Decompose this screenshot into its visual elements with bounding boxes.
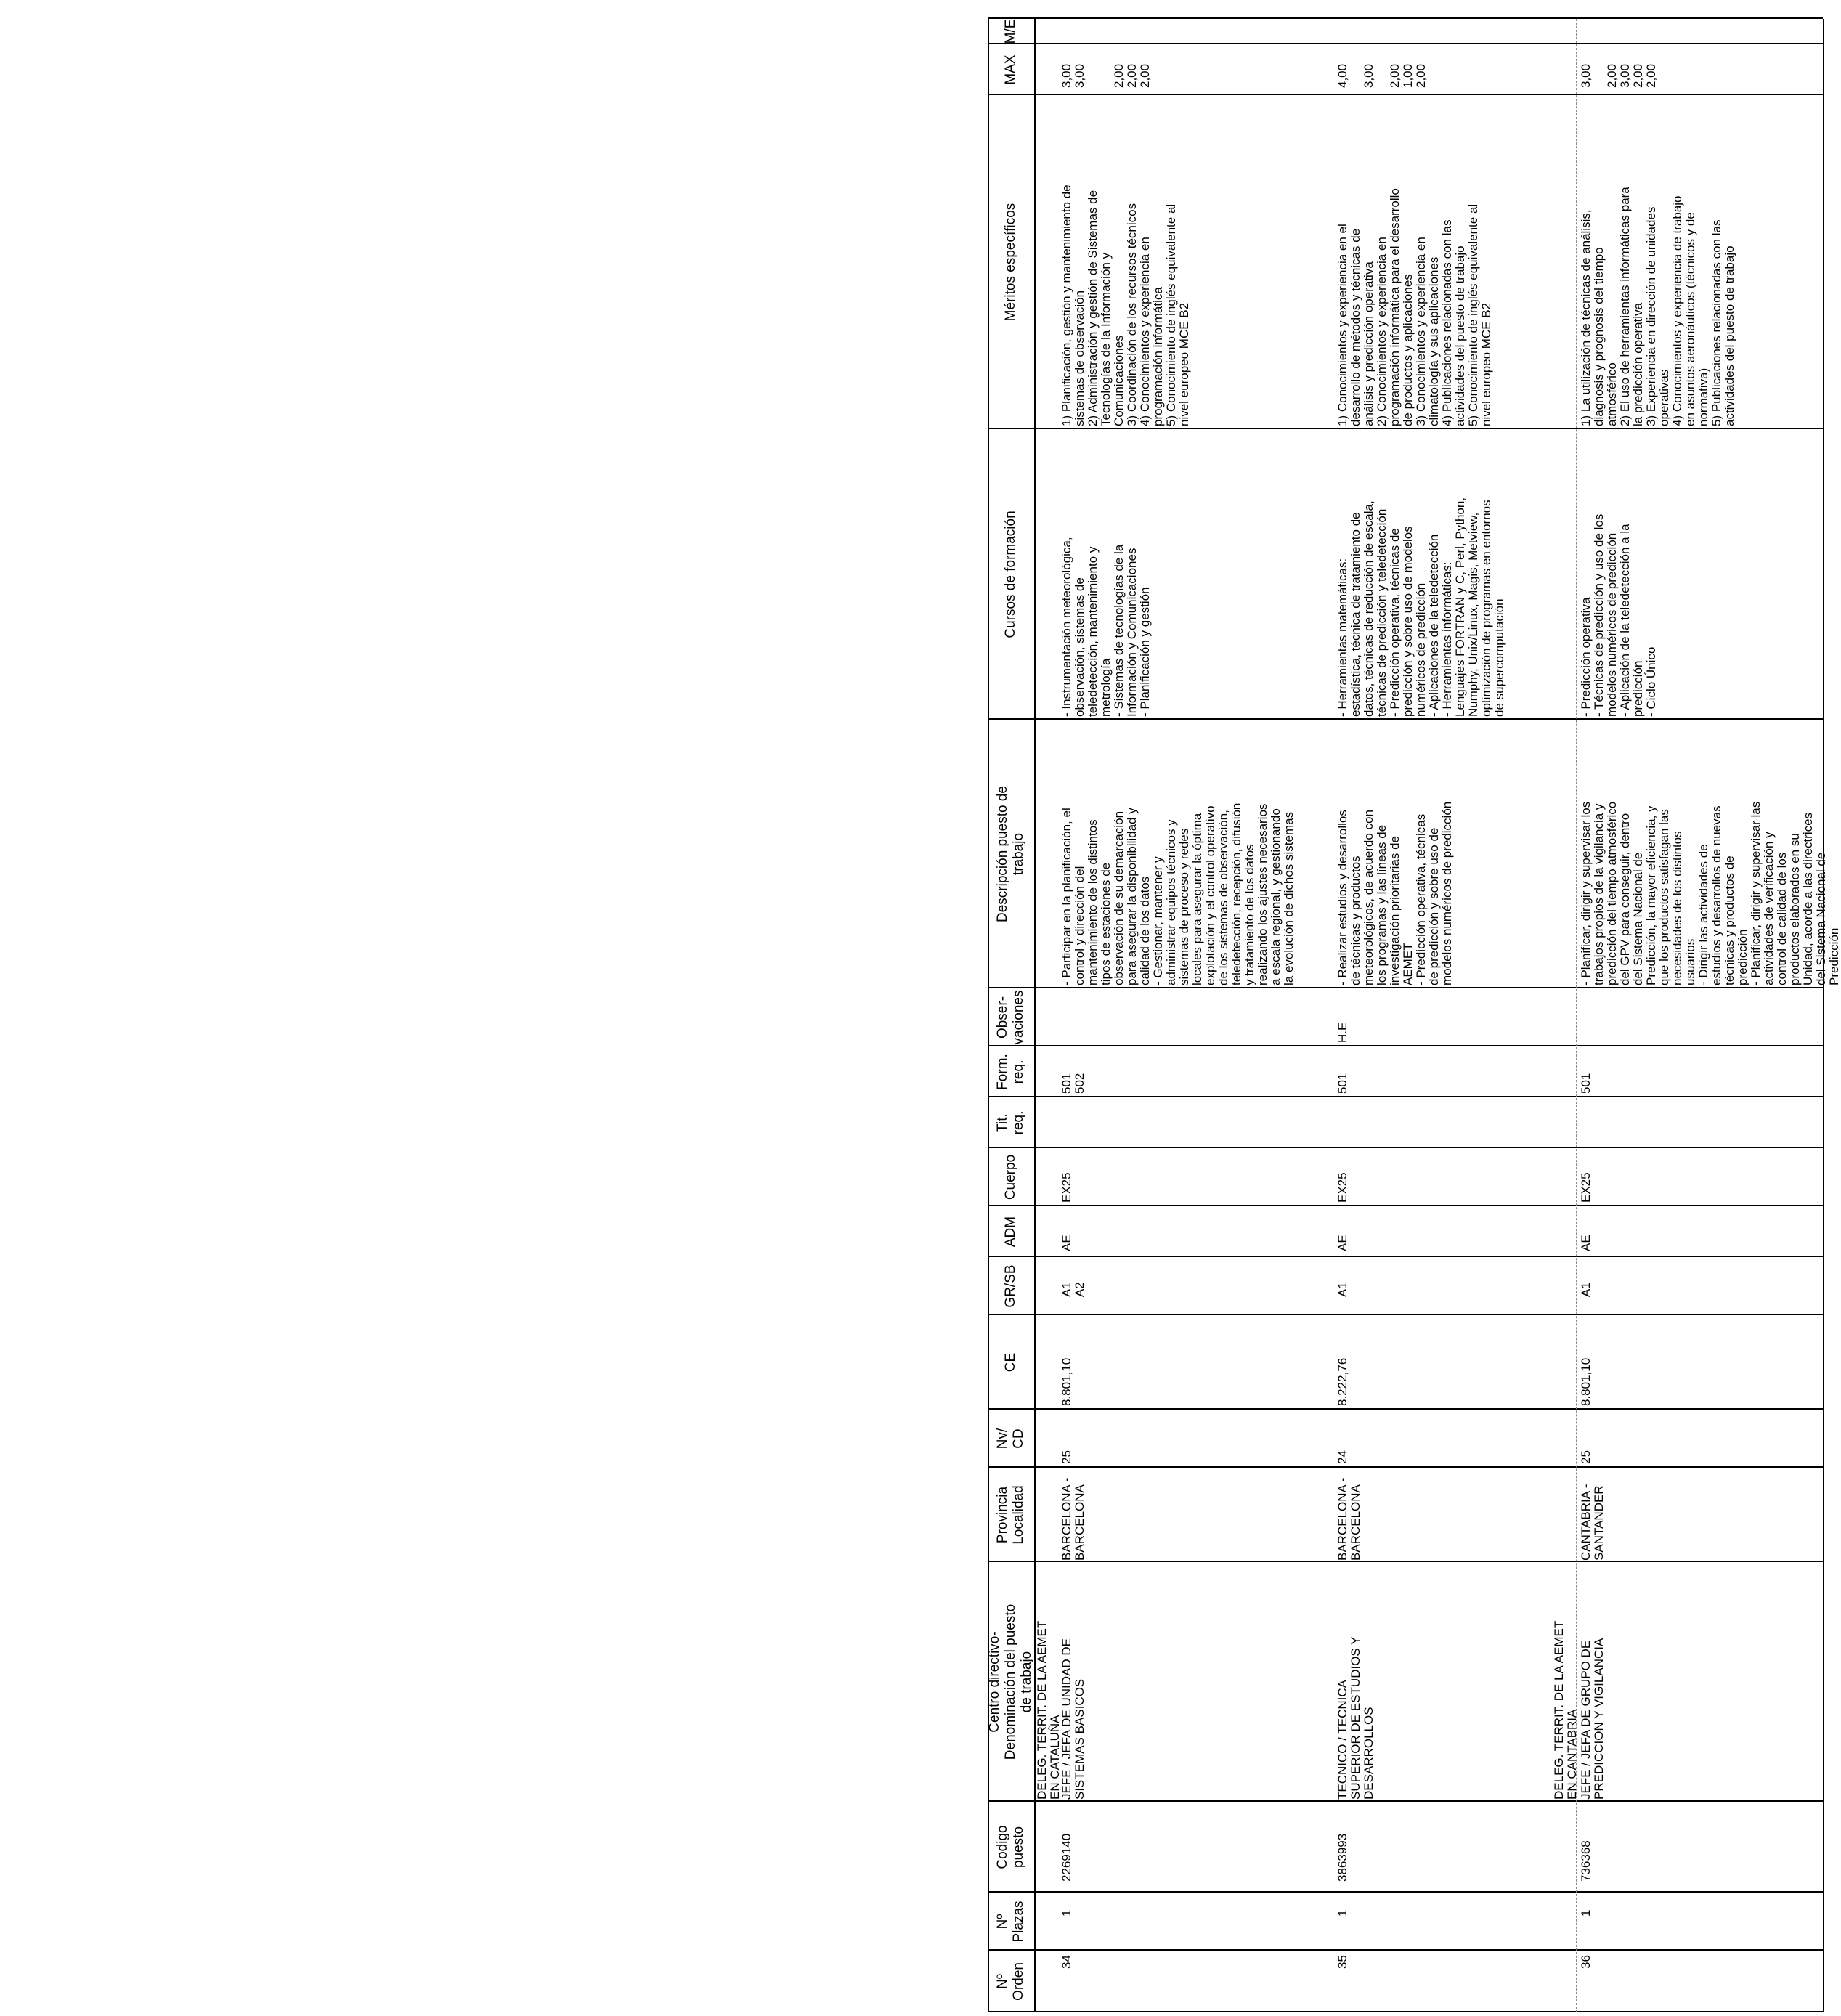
col-line-codigo <box>988 1800 1823 1802</box>
row34-form: 501 502 <box>1060 1073 1086 1094</box>
row35-provincia: BARCELONA - BARCELONA <box>1336 1477 1362 1561</box>
header-descripcion: Descripción puesto de trabajo <box>995 786 1026 922</box>
row35-max: 4,00 3,00 2,00 1,00 2,00 <box>1336 63 1428 88</box>
row36-cuerpo: EX25 <box>1579 1172 1593 1203</box>
row36-meritos: 1) La utilización de técnicas de análisis, diagnosis y prognosis del tiempo atmosférico 2) El uso de herramientas informáticas para la predicción operativa 3) Experiencia en dirección de unidades operativas 4) Conocimientos y experiencia de trabajo en asuntos aeronáuticos (técnicos y de normativa) 5) Publicaciones relacionadas con las actividades del puesto de trabajo <box>1579 187 1736 426</box>
header-provincia: Provincia Localidad <box>995 1485 1026 1545</box>
row34-meritos: 1) Planificación, gestión y mantenimiento de sistemas de observación 2) Administración y gestión de Sistemas de Tecnologías de la Información y Comunicaciones 3) Coordinación de los recursos técnicos 4) Conocimientos y experiencia en programación informática 5) Conocimiento de inglés equivalente al nivel europeo MCE B2 <box>1060 184 1191 426</box>
header-me: M/E <box>1003 19 1018 44</box>
col-line-max <box>988 43 1823 44</box>
col-line-0 <box>988 2011 1823 2012</box>
col-line-ce <box>988 1314 1823 1315</box>
row34-descripcion: - Participar en la planificación, el control y dirección del mantenimiento de los distintos tipos de estaciones de observación de su demarcación para asegurar la disponibilidad y calidad de los datos - Gestionar, mantener y administrar equipos técnicos y sistemas de proceso y redes locales para asegurar la óptima explotación y el control operativo de los sistemas de observación, teledetección, recepción, difusión y tratamiento de los datos realizando los ajustes necesarios a escala regional, y gestionando la evolución de dichos sistemas <box>1060 802 1296 985</box>
row35-nvcd: 24 <box>1336 1450 1349 1464</box>
header-grsb: GR/SB <box>1003 1264 1018 1308</box>
row35-obs: H.E <box>1336 1022 1349 1043</box>
row35-meritos: 1) Conocimientos y experiencia en el desarrollo de métodos y técnicas de análisis y predicción operativa 2) Conocimientos y experiencia en programación informática para el desarrollo de productos y aplicaciones 3) Conocimientos y experiencia en climatología y sus aplicaciones 4) Publicaciones relacionadas con las actividades del puesto de trabajo 5) Conocimiento de inglés equivalente al nivel europeo MCE B2 <box>1336 188 1493 426</box>
row34-ce: 8.801,10 <box>1060 1357 1073 1406</box>
row36-cursos: - Predicción operativa - Técnicas de predicción y uso de los modelos numéricos de predicción - Aplicación de la teledetección a la predicción - Ciclo Único <box>1579 513 1658 717</box>
header-ce: CE <box>1003 1352 1018 1373</box>
col-line-provincia <box>988 1466 1823 1468</box>
col-line-cursos <box>988 428 1823 429</box>
row34-cursos: - Instrumentación meteorológica, observación, sistemas de teledetección, mantenimiento y metrología - Sistemas de tecnologías de la Información y Comunicaciones - Planificación y gestión <box>1060 537 1152 717</box>
row36-form: 501 <box>1579 1073 1593 1094</box>
header-obs: Obser- vaciones <box>995 990 1026 1045</box>
row34-cuerpo: EX25 <box>1060 1172 1073 1203</box>
row35-ce: 8.222,76 <box>1336 1357 1349 1406</box>
row35-form: 501 <box>1336 1073 1349 1094</box>
row36-adm: AE <box>1579 1235 1593 1251</box>
row35-codigo: 3863993 <box>1336 1833 1349 1882</box>
row35-plazas: 1 <box>1336 1909 1349 1917</box>
row34-plazas: 1 <box>1060 1909 1073 1917</box>
row35-cursos: - Herramientas matemáticas: estadística, técnica de tratamiento de datos, técnicas de reducción de escala, técnicas de predicción y teledetección - Predicción operativa, técnicas de predicción y sobre uso de modelos numéricos de predicción - Aplicaciones de la teledetección - Herramientas informáticas: Lenguajes FORTRAN y C, Perl, Python, Numphy, Unix/Linux, Magis, Metview, optimización de programas en entornos de supercomputación <box>1336 497 1506 717</box>
col-line-plazas <box>988 1891 1823 1893</box>
col-line-cuerpo <box>988 1147 1823 1148</box>
row36-centro: JEFE / JEFA DE GRUPO DE PREDICCION Y VIGILANCIA <box>1579 1638 1606 1800</box>
header-codigo: Codigo puesto <box>995 1825 1026 1869</box>
row34-max: 3,00 3,00 2,00 2,00 2,00 <box>1060 63 1152 88</box>
header-centro: Centro directivo- Denominación del puesto de trabajo <box>987 1604 1034 1760</box>
col-line-grsb <box>988 1256 1823 1257</box>
plazas-table <box>987 19 1841 2012</box>
row34-codigo: 2269140 <box>1060 1833 1073 1882</box>
header-cuerpo: Cuerpo <box>1003 1154 1018 1200</box>
row36-centro-group: DELEG. TERRIT. DE LA AEMET EN CANTABRIA <box>1552 1620 1579 1800</box>
col-line-tit <box>988 1096 1823 1097</box>
row35-grsb: A1 <box>1336 1282 1349 1297</box>
col-line-meritos <box>988 94 1823 95</box>
row35-orden: 35 <box>1336 1955 1349 1969</box>
row34-nvcd: 25 <box>1060 1450 1073 1464</box>
row34-grsb: A1 A2 <box>1060 1282 1086 1297</box>
header-max: MAX <box>1003 54 1018 85</box>
row36-nvcd: 25 <box>1579 1450 1593 1464</box>
row36-orden: 36 <box>1579 1955 1593 1969</box>
col-line-nvcd <box>988 1408 1823 1410</box>
row34-centro-group: DELEG. TERRIT. DE LA AEMET EN CATALUÑA <box>1035 1620 1062 1800</box>
row34-orden: 34 <box>1060 1955 1073 1969</box>
header-adm: ADM <box>1003 1216 1018 1248</box>
header-orden: Nº Orden <box>995 1962 1026 2001</box>
header-plazas: Nº Plazas <box>995 1901 1026 1943</box>
row36-ce: 8.801,10 <box>1579 1357 1593 1406</box>
row36-max: 3,00 2,00 3,00 2,00 2,00 <box>1579 63 1658 88</box>
header-form: Form. req. <box>995 1054 1026 1090</box>
col-line-orden <box>988 1949 1823 1951</box>
row35-centro: TECNICO / TECNICA SUPERIOR DE ESTUDIOS Y DESARROLLOS <box>1336 1636 1375 1800</box>
col-line-desc <box>988 718 1823 720</box>
col-line-centro <box>988 1561 1823 1562</box>
row36-grsb: A1 <box>1579 1282 1593 1297</box>
row34-centro: JEFE / JEFA DE UNIDAD DE SISTEMAS BASICOS <box>1060 1638 1086 1800</box>
row35-cuerpo: EX25 <box>1336 1172 1349 1203</box>
row36-codigo: 736368 <box>1579 1840 1593 1882</box>
row35-descripcion: - Realizar estudios y desarrollos de técnicas y productos meteorológicos, de acuerdo con los programas y las líneas de investigación prioritarias de AEMET - Predicción operativa, técnicas de predicción y sobre uso de modelos numéricos de predicción <box>1336 801 1454 985</box>
row34-provincia: BARCELONA - BARCELONA <box>1060 1477 1086 1561</box>
col-line-form <box>988 1045 1823 1046</box>
col-line-end <box>988 17 1823 19</box>
header-tit: Tit. req. <box>995 1110 1026 1135</box>
header-cursos: Cursos de formación <box>1003 511 1018 638</box>
col-line-obs <box>988 987 1823 988</box>
col-line-adm <box>988 1205 1823 1206</box>
row36-descripcion: - Planificar, dirigir y supervisar los trabajos propios de la vigilancia y predicción del tiempo atmosférico del GPV para conseguir, dentro del Sistema Nacional de Predicción, la mayor eficiencia, y que los productos satisfagan las necesidades de los distintos usuarios - Dirigir las actividades de estudios y desarrollos de nuevas técnicas y productos de predicción - Planificar, dirigir y supervisar las actividades de verificación y control de calidad de los productos elaborados en su Unidad, acorde a las directrices del Sistema Nacional de Predicción <box>1579 801 1841 985</box>
table-bottom-border <box>1823 19 1824 2012</box>
header-nvcd: Nv/ CD <box>995 1428 1026 1450</box>
row36-plazas: 1 <box>1579 1909 1593 1917</box>
row34-adm: AE <box>1060 1235 1073 1251</box>
header-meritos: Méritos específicos <box>1003 203 1018 322</box>
row36-provincia: CANTABRIA - SANTANDER <box>1579 1484 1606 1561</box>
row35-adm: AE <box>1336 1235 1349 1251</box>
